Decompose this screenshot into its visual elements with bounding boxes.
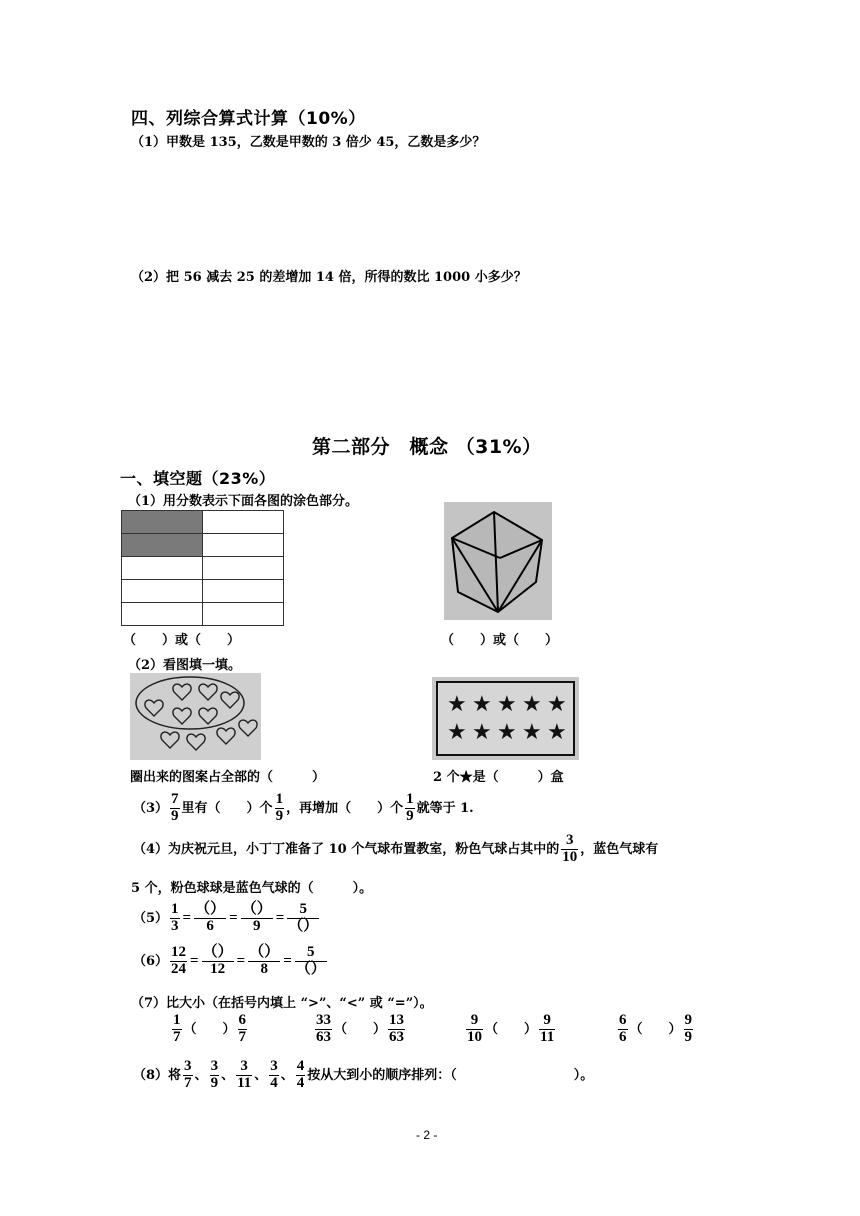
q8-fraction [183, 1059, 193, 1092]
q5-fraction-c [241, 902, 273, 935]
fill-q5 [133, 902, 321, 935]
denominator: 3 [171, 917, 179, 934]
numerator: 3 [240, 1058, 248, 1074]
fill-q1-answer-right: （ ）或（ ） [441, 633, 559, 648]
denominator: 11 [540, 1028, 555, 1045]
numerator: 4 [296, 1058, 305, 1074]
numerator: 13 [389, 1012, 405, 1028]
q6-fraction-c [248, 945, 280, 978]
q3-text-1: 里有（ ）个 [181, 800, 273, 816]
numerator: （） [195, 901, 226, 917]
svg-text:★: ★ [447, 720, 467, 745]
compare-fraction [684, 1013, 694, 1046]
denominator: 7 [173, 1028, 181, 1045]
shaded-grid-figure [121, 510, 284, 626]
denominator: 7 [184, 1074, 192, 1091]
numerator: 9 [543, 1012, 551, 1028]
equals-sign: = [229, 909, 238, 926]
separator: 、 [280, 1067, 294, 1083]
hexagon-triangles-figure [444, 502, 552, 620]
denominator: 63 [389, 1028, 405, 1045]
denominator: 9 [275, 807, 284, 824]
numerator: 3 [270, 1058, 278, 1074]
svg-text:★: ★ [547, 720, 567, 745]
compare-fraction [172, 1013, 182, 1046]
q6-fraction-a [170, 945, 187, 978]
compare-blank: （ ） [334, 1021, 387, 1037]
svg-text:★: ★ [522, 720, 542, 745]
q5-fraction-a [170, 902, 180, 935]
fill-q4-line-2: 5 个，粉色球球是蓝色气球的（ ）。 [131, 881, 373, 896]
compare-pair-4 [616, 1013, 695, 1046]
fill-q1-answer-left: （ ）或（ ） [123, 633, 241, 648]
numerator: 1 [406, 791, 414, 807]
q3-fraction-2 [275, 792, 285, 825]
numerator: 6 [238, 1012, 247, 1028]
svg-text:★: ★ [472, 720, 492, 745]
denominator: 6 [619, 1028, 627, 1045]
q6-fraction-d [295, 945, 327, 978]
denominator: 9 [171, 807, 179, 824]
grid-cell [203, 511, 284, 534]
grid-cell [122, 580, 203, 603]
numerator: 9 [470, 1012, 479, 1028]
q3-fraction-1 [170, 792, 180, 825]
denominator: （） [295, 960, 326, 977]
denominator: 7 [238, 1028, 247, 1045]
equals-sign: = [236, 952, 246, 969]
numerator: 3 [210, 1058, 219, 1074]
fill-q2-answer-left: 圈出来的图案占全部的（ ） [130, 770, 326, 785]
grid-cell [203, 534, 284, 557]
q4-text-2: ，蓝色气球有 [580, 841, 659, 857]
numerator: 3 [184, 1058, 192, 1074]
numerator: 1 [171, 901, 179, 917]
svg-text:★: ★ [497, 720, 517, 745]
page-number: - 2 - [416, 1128, 438, 1142]
compare-fraction [238, 1013, 248, 1046]
stars-box-figure [432, 677, 579, 760]
compare-blank: （ ） [485, 1021, 538, 1037]
numerator: 12 [171, 944, 187, 960]
numerator: （） [202, 944, 233, 960]
svg-text:★: ★ [547, 692, 567, 717]
denominator: 9 [684, 1028, 693, 1045]
section4-question-2: （2）把 56 减去 25 的差增加 14 倍，所得的数比 1000 小多少？ [131, 270, 527, 285]
numerator: 33 [316, 1012, 331, 1028]
denominator: 10 [562, 848, 578, 865]
grid-cell [203, 580, 284, 603]
compare-pair-1 [170, 1013, 249, 1046]
fill-q2-answer-right: 2 个★是（ ）盒 [433, 770, 564, 785]
q8-label: （8）将 [133, 1067, 182, 1083]
q6-fraction-b [202, 945, 234, 978]
grid-cell [203, 557, 284, 580]
hearts-figure [130, 673, 261, 760]
equals-sign: = [283, 952, 292, 969]
compare-pair-2 [313, 1013, 407, 1046]
compare-fraction [618, 1013, 628, 1046]
denominator: 63 [316, 1028, 331, 1045]
numerator: （） [249, 944, 280, 960]
q8-fraction [269, 1059, 279, 1092]
separator: 、 [221, 1067, 235, 1083]
q5-label: （5） [133, 910, 169, 926]
grid-cell [122, 603, 203, 626]
fill-section-title: 一、填空题（23%） [120, 469, 276, 488]
fill-q6 [133, 945, 329, 978]
denominator: 12 [202, 961, 234, 978]
denominator: 11 [237, 1074, 252, 1091]
numerator: 1 [173, 1012, 181, 1028]
compare-fraction [315, 1013, 332, 1046]
numerator: 5 [307, 944, 315, 960]
compare-fraction [539, 1013, 555, 1046]
q4-text-1: （4）为庆祝元旦，小丁丁准备了 10 个气球布置教室，粉色气球占其中的 [133, 841, 560, 857]
denominator: 8 [248, 961, 280, 978]
compare-fraction [466, 1013, 483, 1046]
grid-cell-shaded [122, 511, 203, 534]
q8-tail: 按从大到小的顺序排列：（ ）。 [307, 1067, 594, 1083]
numerator: 9 [684, 1012, 693, 1028]
separator: 、 [194, 1067, 208, 1083]
fill-q2-prompt: （2）看图填一填。 [128, 658, 242, 673]
grid-cell [122, 557, 203, 580]
numerator: （） [241, 901, 272, 917]
compare-blank: （ ） [629, 1021, 682, 1037]
numerator: 7 [171, 791, 179, 807]
numerator: 6 [619, 1012, 627, 1028]
section4-title: 四、列综合算式计算（10%） [131, 109, 366, 129]
fill-q4-line-1 [133, 833, 658, 866]
denominator: 9 [406, 807, 414, 824]
svg-text:★: ★ [497, 692, 517, 717]
denominator: 24 [171, 960, 187, 977]
separator: 、 [254, 1067, 268, 1083]
compare-blank: （ ） [183, 1021, 236, 1037]
q8-fraction [296, 1059, 306, 1092]
section4-question-1: （1）甲数是 135，乙数是甲数的 3 倍少 45，乙数是多少？ [131, 135, 486, 150]
denominator: 6 [194, 918, 226, 935]
svg-text:★: ★ [447, 692, 467, 717]
part2-title: 第二部分 概念 （31%） [312, 436, 542, 458]
fill-q3 [133, 792, 474, 825]
denominator: 4 [270, 1074, 278, 1091]
svg-text:★: ★ [522, 692, 542, 717]
q4-fraction [561, 833, 578, 866]
denominator: （） [288, 917, 319, 934]
svg-text:★: ★ [472, 692, 492, 717]
equals-sign: = [275, 909, 285, 926]
q6-label: （6） [133, 953, 169, 969]
equals-sign: = [182, 909, 192, 926]
compare-pair-3 [464, 1013, 557, 1046]
q8-fraction [236, 1059, 252, 1092]
denominator: 9 [210, 1074, 219, 1091]
q8-fraction [210, 1059, 220, 1092]
q3-text-2: ，再增加（ ）个 [286, 800, 404, 816]
q3-text-3: 就等于 1. [416, 800, 474, 816]
q3-label: （3） [133, 800, 169, 816]
fill-q1-prompt: （1）用分数表示下面各图的涂色部分。 [128, 494, 359, 509]
grid-cell-shaded [122, 534, 203, 557]
denominator: 10 [467, 1028, 482, 1045]
fill-q7-prompt: （7）比大小（在括号内填上 “>”、“<” 或 “=”）。 [131, 996, 433, 1011]
grid-cell [203, 603, 284, 626]
q5-fraction-d [287, 902, 319, 935]
q5-fraction-b [194, 902, 226, 935]
compare-fraction [388, 1013, 405, 1046]
denominator: 4 [296, 1074, 305, 1091]
fill-q8 [133, 1059, 593, 1092]
denominator: 9 [241, 918, 273, 935]
numerator: 1 [275, 791, 284, 807]
q3-fraction-3 [405, 792, 415, 825]
numerator: 5 [299, 901, 308, 917]
numerator: 3 [565, 832, 574, 848]
equals-sign: = [190, 952, 199, 969]
